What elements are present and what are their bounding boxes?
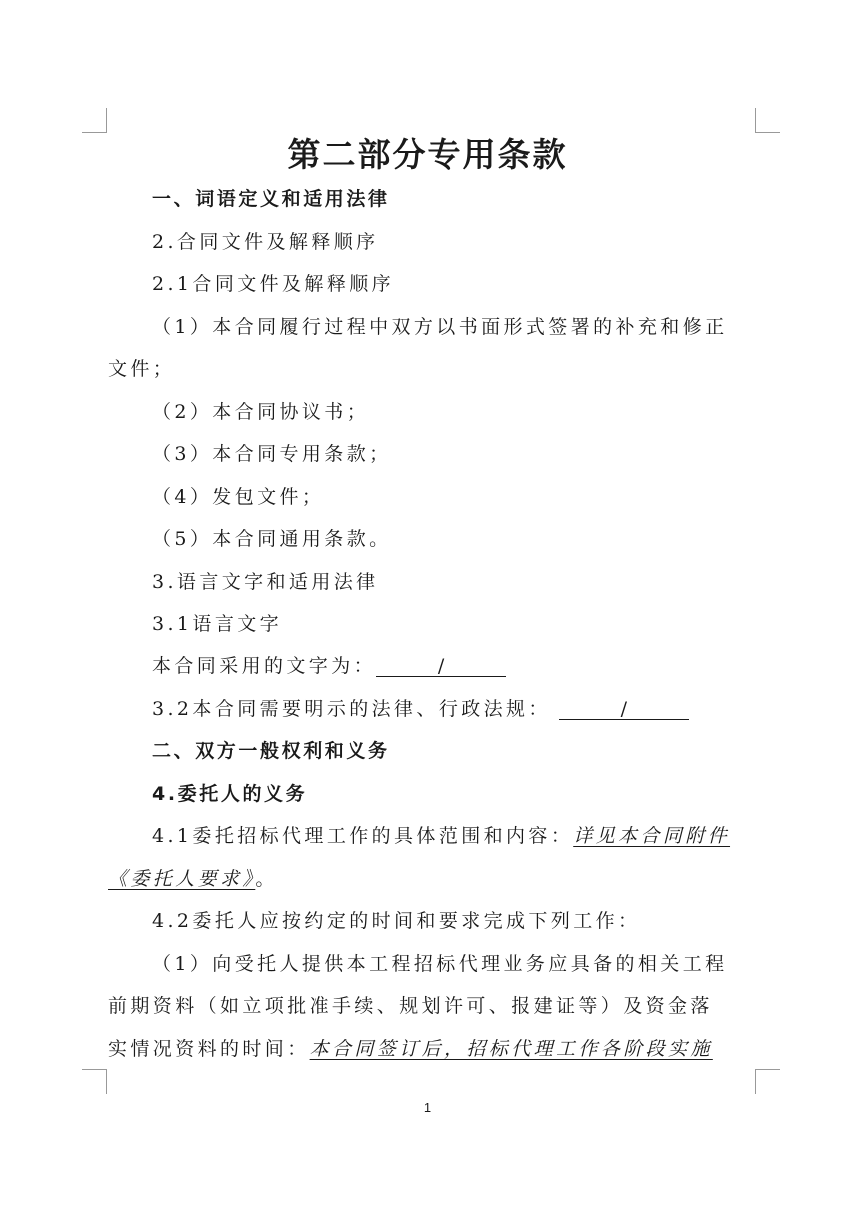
language-line	[152, 651, 797, 678]
clause-3: 3.语言文字和适用法律	[152, 571, 379, 593]
order-item-2: （2）本合同协议书；	[152, 401, 370, 423]
page-title: 第二部分专用条款	[287, 135, 568, 174]
order-item-1-cont: 文件；	[108, 358, 176, 380]
law-line	[152, 694, 797, 721]
language-field[interactable]: /	[376, 656, 506, 677]
order-item-3: （3）本合同专用条款；	[152, 443, 392, 465]
clause-4-1-label: 4.1委托招标代理工作的具体范围和内容：	[152, 825, 574, 847]
duty-item-1: （1）向受托人提供本工程招标代理业务应具备的相关工程	[152, 953, 728, 975]
clause-4-1-end: 。	[255, 868, 278, 890]
clause-4-1	[152, 821, 797, 848]
duty-item-1-cont: 前期资料（如立项批准手续、规划许可、报建证等）及资金落	[108, 995, 713, 1017]
crop-mark-bottom-right	[755, 1069, 780, 1094]
section-heading-2: 二、双方一般权利和义务	[152, 740, 390, 762]
order-item-4: （4）发包文件；	[152, 486, 325, 508]
clause-4-heading: 4.委托人的义务	[152, 783, 308, 805]
clause-2: 2.合同文件及解释顺序	[152, 231, 379, 253]
crop-mark-bottom-left	[82, 1069, 107, 1094]
clause-4-2: 4.2委托人应按约定的时间和要求完成下列工作：	[152, 910, 641, 932]
duty-item-1-cont-2	[108, 1034, 753, 1061]
clause-3-1: 3.1语言文字	[152, 613, 283, 635]
duty-item-1-label: 实情况资料的时间：	[108, 1038, 310, 1060]
order-item-5: （5）本合同通用条款。	[152, 528, 392, 550]
law-field[interactable]: /	[559, 699, 689, 720]
duty-item-1-value: 本合同签订后，招标代理工作各阶段实施	[309, 1038, 713, 1060]
section-heading-1: 一、词语定义和适用法律	[152, 188, 390, 210]
clause-4-1-value: 详见本合同附件	[573, 825, 731, 847]
clause-4-1-cont	[108, 864, 753, 891]
clause-4-1-value-cont: 《委托人要求》	[108, 868, 256, 890]
order-item-1: （1）本合同履行过程中双方以书面形式签署的补充和修正	[152, 316, 728, 338]
language-label: 本合同采用的文字为：	[152, 655, 377, 677]
page-number: 1	[423, 1100, 432, 1115]
law-label: 3.2本合同需要明示的法律、行政法规：	[152, 698, 551, 720]
clause-2-1: 2.1合同文件及解释顺序	[152, 273, 395, 295]
